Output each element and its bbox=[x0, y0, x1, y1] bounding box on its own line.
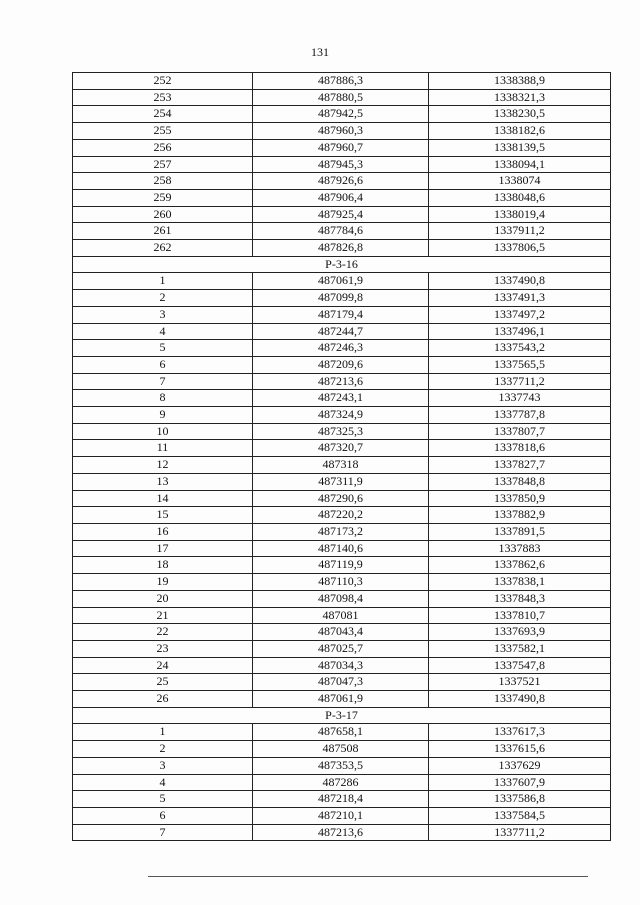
x-coordinate-cell: 487246,3 bbox=[253, 340, 429, 357]
table-row bbox=[73, 306, 611, 323]
point-number-cell: 3 bbox=[73, 306, 253, 323]
x-coordinate-cell: 487925,4 bbox=[253, 206, 429, 223]
x-coordinate-cell: 487960,3 bbox=[253, 123, 429, 140]
y-coordinate-cell: 1337490,8 bbox=[429, 273, 611, 290]
x-coordinate-cell: 487061,9 bbox=[253, 691, 429, 708]
x-coordinate-cell: 487286 bbox=[253, 774, 429, 791]
y-coordinate-cell: 1337547,8 bbox=[429, 657, 611, 674]
table-row bbox=[73, 657, 611, 674]
point-number-cell: 5 bbox=[73, 791, 253, 808]
y-coordinate-cell: 1337806,5 bbox=[429, 240, 611, 257]
point-number-cell: 23 bbox=[73, 640, 253, 657]
x-coordinate-cell: 487047,3 bbox=[253, 674, 429, 691]
table-row bbox=[73, 173, 611, 190]
y-coordinate-cell: 1338074 bbox=[429, 173, 611, 190]
table-row bbox=[73, 356, 611, 373]
y-coordinate-cell: 1337584,5 bbox=[429, 807, 611, 824]
table-row bbox=[73, 206, 611, 223]
y-coordinate-cell: 1337711,2 bbox=[429, 373, 611, 390]
x-coordinate-cell: 487880,5 bbox=[253, 89, 429, 106]
x-coordinate-cell: 487210,1 bbox=[253, 807, 429, 824]
section-title: Р-3-17 bbox=[73, 707, 611, 724]
table-row bbox=[73, 390, 611, 407]
y-coordinate-cell: 1337883 bbox=[429, 540, 611, 557]
table-row bbox=[73, 757, 611, 774]
x-coordinate-cell: 487025,7 bbox=[253, 640, 429, 657]
y-coordinate-cell: 1337807,7 bbox=[429, 423, 611, 440]
y-coordinate-cell: 1337827,7 bbox=[429, 457, 611, 474]
x-coordinate-cell: 487119,9 bbox=[253, 557, 429, 574]
x-coordinate-cell: 487081 bbox=[253, 607, 429, 624]
x-coordinate-cell: 487290,6 bbox=[253, 490, 429, 507]
table-row bbox=[73, 490, 611, 507]
y-coordinate-cell: 1338094,1 bbox=[429, 156, 611, 173]
x-coordinate-cell: 487960,7 bbox=[253, 139, 429, 156]
table-row bbox=[73, 106, 611, 123]
x-coordinate-cell: 487942,5 bbox=[253, 106, 429, 123]
y-coordinate-cell: 1338230,5 bbox=[429, 106, 611, 123]
table-row bbox=[73, 574, 611, 591]
y-coordinate-cell: 1337911,2 bbox=[429, 223, 611, 240]
y-coordinate-cell: 1337491,3 bbox=[429, 290, 611, 307]
point-number-cell: 15 bbox=[73, 507, 253, 524]
point-number-cell: 24 bbox=[73, 657, 253, 674]
table-row bbox=[73, 457, 611, 474]
section-title: Р-3-16 bbox=[73, 256, 611, 273]
table-row bbox=[73, 590, 611, 607]
point-number-cell: 8 bbox=[73, 390, 253, 407]
table-row bbox=[73, 824, 611, 841]
point-number-cell: 18 bbox=[73, 557, 253, 574]
y-coordinate-cell: 1337582,1 bbox=[429, 640, 611, 657]
point-number-cell: 6 bbox=[73, 356, 253, 373]
point-number-cell: 252 bbox=[73, 73, 253, 90]
point-number-cell: 2 bbox=[73, 741, 253, 758]
x-coordinate-cell: 487311,9 bbox=[253, 473, 429, 490]
table-row bbox=[73, 807, 611, 824]
x-coordinate-cell: 487826,8 bbox=[253, 240, 429, 257]
point-number-cell: 2 bbox=[73, 290, 253, 307]
point-number-cell: 261 bbox=[73, 223, 253, 240]
y-coordinate-cell: 1337615,6 bbox=[429, 741, 611, 758]
y-coordinate-cell: 1337810,7 bbox=[429, 607, 611, 624]
x-coordinate-cell: 487508 bbox=[253, 741, 429, 758]
bottom-divider bbox=[148, 876, 588, 877]
table-row bbox=[73, 373, 611, 390]
x-coordinate-cell: 487110,3 bbox=[253, 574, 429, 591]
x-coordinate-cell: 487318 bbox=[253, 457, 429, 474]
x-coordinate-cell: 487098,4 bbox=[253, 590, 429, 607]
x-coordinate-cell: 487220,2 bbox=[253, 507, 429, 524]
point-number-cell: 14 bbox=[73, 490, 253, 507]
table-row bbox=[73, 774, 611, 791]
x-coordinate-cell: 487218,4 bbox=[253, 791, 429, 808]
y-coordinate-cell: 1337848,3 bbox=[429, 590, 611, 607]
point-number-cell: 7 bbox=[73, 824, 253, 841]
y-coordinate-cell: 1337882,9 bbox=[429, 507, 611, 524]
x-coordinate-cell: 487213,6 bbox=[253, 824, 429, 841]
table-row bbox=[73, 189, 611, 206]
point-number-cell: 20 bbox=[73, 590, 253, 607]
point-number-cell: 13 bbox=[73, 473, 253, 490]
y-coordinate-cell: 1337586,8 bbox=[429, 791, 611, 808]
table-row bbox=[73, 156, 611, 173]
point-number-cell: 25 bbox=[73, 674, 253, 691]
point-number-cell: 7 bbox=[73, 373, 253, 390]
table-row bbox=[73, 223, 611, 240]
point-number-cell: 258 bbox=[73, 173, 253, 190]
point-number-cell: 4 bbox=[73, 323, 253, 340]
table-row bbox=[73, 89, 611, 106]
y-coordinate-cell: 1337521 bbox=[429, 674, 611, 691]
y-coordinate-cell: 1337693,9 bbox=[429, 624, 611, 641]
y-coordinate-cell: 1338139,5 bbox=[429, 139, 611, 156]
page-number: 131 bbox=[311, 45, 329, 59]
point-number-cell: 22 bbox=[73, 624, 253, 641]
x-coordinate-cell: 487325,3 bbox=[253, 423, 429, 440]
x-coordinate-cell: 487926,6 bbox=[253, 173, 429, 190]
section-header-row bbox=[73, 707, 611, 724]
x-coordinate-cell: 487140,6 bbox=[253, 540, 429, 557]
table-row bbox=[73, 240, 611, 257]
y-coordinate-cell: 1337818,6 bbox=[429, 440, 611, 457]
table-row bbox=[73, 273, 611, 290]
table-row bbox=[73, 123, 611, 140]
table-row bbox=[73, 724, 611, 741]
table-row bbox=[73, 640, 611, 657]
table-row bbox=[73, 540, 611, 557]
y-coordinate-cell: 1337891,5 bbox=[429, 523, 611, 540]
table-row bbox=[73, 691, 611, 708]
y-coordinate-cell: 1337862,6 bbox=[429, 557, 611, 574]
x-coordinate-cell: 487209,6 bbox=[253, 356, 429, 373]
y-coordinate-cell: 1337787,8 bbox=[429, 407, 611, 424]
section-header-row bbox=[73, 256, 611, 273]
x-coordinate-cell: 487243,1 bbox=[253, 390, 429, 407]
table-row bbox=[73, 674, 611, 691]
point-number-cell: 5 bbox=[73, 340, 253, 357]
y-coordinate-cell: 1337629 bbox=[429, 757, 611, 774]
point-number-cell: 1 bbox=[73, 273, 253, 290]
table-row bbox=[73, 290, 611, 307]
point-number-cell: 10 bbox=[73, 423, 253, 440]
table-row bbox=[73, 73, 611, 90]
point-number-cell: 256 bbox=[73, 139, 253, 156]
table-row bbox=[73, 624, 611, 641]
table-row bbox=[73, 340, 611, 357]
table-row bbox=[73, 323, 611, 340]
point-number-cell: 253 bbox=[73, 89, 253, 106]
point-number-cell: 19 bbox=[73, 574, 253, 591]
y-coordinate-cell: 1337496,1 bbox=[429, 323, 611, 340]
y-coordinate-cell: 1337838,1 bbox=[429, 574, 611, 591]
point-number-cell: 257 bbox=[73, 156, 253, 173]
point-number-cell: 11 bbox=[73, 440, 253, 457]
table-row bbox=[73, 473, 611, 490]
point-number-cell: 12 bbox=[73, 457, 253, 474]
x-coordinate-cell: 487213,6 bbox=[253, 373, 429, 390]
point-number-cell: 260 bbox=[73, 206, 253, 223]
y-coordinate-cell: 1337848,8 bbox=[429, 473, 611, 490]
y-coordinate-cell: 1337850,9 bbox=[429, 490, 611, 507]
y-coordinate-cell: 1337543,2 bbox=[429, 340, 611, 357]
coordinates-table bbox=[72, 72, 611, 841]
x-coordinate-cell: 487886,3 bbox=[253, 73, 429, 90]
y-coordinate-cell: 1337743 bbox=[429, 390, 611, 407]
table-row bbox=[73, 557, 611, 574]
point-number-cell: 16 bbox=[73, 523, 253, 540]
y-coordinate-cell: 1337617,3 bbox=[429, 724, 611, 741]
point-number-cell: 9 bbox=[73, 407, 253, 424]
y-coordinate-cell: 1337565,5 bbox=[429, 356, 611, 373]
point-number-cell: 1 bbox=[73, 724, 253, 741]
table-row bbox=[73, 139, 611, 156]
point-number-cell: 21 bbox=[73, 607, 253, 624]
point-number-cell: 262 bbox=[73, 240, 253, 257]
y-coordinate-cell: 1338048,6 bbox=[429, 189, 611, 206]
x-coordinate-cell: 487320,7 bbox=[253, 440, 429, 457]
point-number-cell: 4 bbox=[73, 774, 253, 791]
table-row bbox=[73, 741, 611, 758]
point-number-cell: 17 bbox=[73, 540, 253, 557]
table-row bbox=[73, 407, 611, 424]
point-number-cell: 3 bbox=[73, 757, 253, 774]
table-row bbox=[73, 423, 611, 440]
x-coordinate-cell: 487173,2 bbox=[253, 523, 429, 540]
point-number-cell: 26 bbox=[73, 691, 253, 708]
x-coordinate-cell: 487179,4 bbox=[253, 306, 429, 323]
x-coordinate-cell: 487353,5 bbox=[253, 757, 429, 774]
y-coordinate-cell: 1338321,3 bbox=[429, 89, 611, 106]
x-coordinate-cell: 487906,4 bbox=[253, 189, 429, 206]
y-coordinate-cell: 1337607,9 bbox=[429, 774, 611, 791]
y-coordinate-cell: 1338182,6 bbox=[429, 123, 611, 140]
y-coordinate-cell: 1337711,2 bbox=[429, 824, 611, 841]
x-coordinate-cell: 487099,8 bbox=[253, 290, 429, 307]
x-coordinate-cell: 487244,7 bbox=[253, 323, 429, 340]
point-number-cell: 6 bbox=[73, 807, 253, 824]
x-coordinate-cell: 487034,3 bbox=[253, 657, 429, 674]
x-coordinate-cell: 487658,1 bbox=[253, 724, 429, 741]
y-coordinate-cell: 1337497,2 bbox=[429, 306, 611, 323]
point-number-cell: 255 bbox=[73, 123, 253, 140]
y-coordinate-cell: 1338019,4 bbox=[429, 206, 611, 223]
table-row bbox=[73, 507, 611, 524]
table-row bbox=[73, 523, 611, 540]
point-number-cell: 254 bbox=[73, 106, 253, 123]
table-row bbox=[73, 440, 611, 457]
table-row bbox=[73, 607, 611, 624]
y-coordinate-cell: 1338388,9 bbox=[429, 73, 611, 90]
x-coordinate-cell: 487945,3 bbox=[253, 156, 429, 173]
x-coordinate-cell: 487784,6 bbox=[253, 223, 429, 240]
x-coordinate-cell: 487324,9 bbox=[253, 407, 429, 424]
x-coordinate-cell: 487043,4 bbox=[253, 624, 429, 641]
point-number-cell: 259 bbox=[73, 189, 253, 206]
y-coordinate-cell: 1337490,8 bbox=[429, 691, 611, 708]
x-coordinate-cell: 487061,9 bbox=[253, 273, 429, 290]
coordinates-table-body bbox=[73, 73, 611, 841]
table-row bbox=[73, 791, 611, 808]
